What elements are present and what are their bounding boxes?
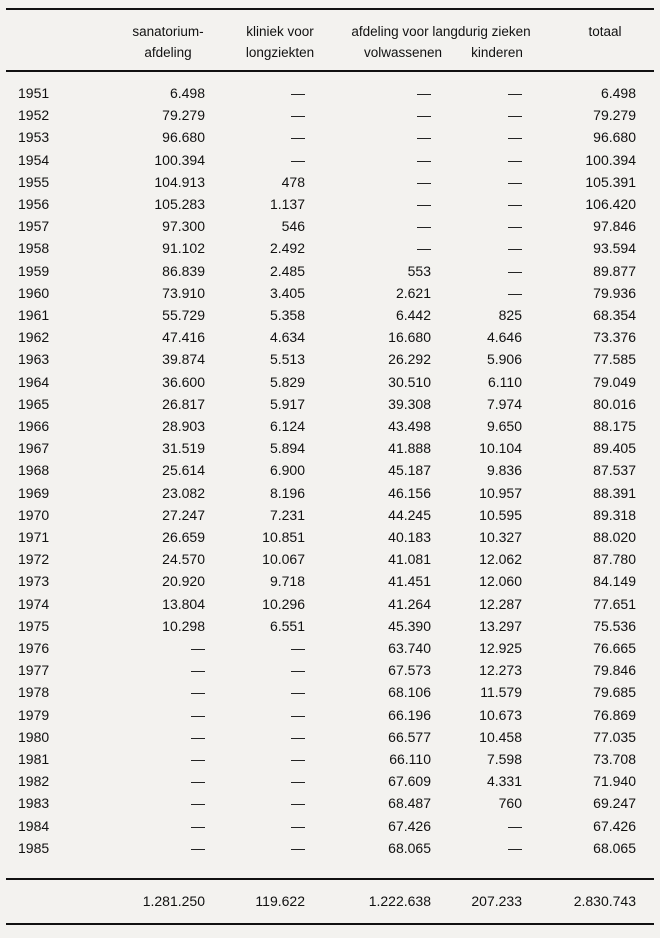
kinderen-cell: 825 [498, 307, 522, 323]
year-cell: 1955 [18, 173, 50, 190]
totaal-cell: 71.940 [593, 773, 636, 790]
totaal-cell: 77.651 [593, 595, 636, 612]
volwassenen-cell: 16.680 [388, 329, 431, 346]
year-cell: 1969 [18, 484, 50, 501]
year-cell: 1981 [18, 751, 50, 767]
year-cell: 1961 [18, 307, 50, 323]
kinderen-cell: 7.974 [486, 395, 522, 412]
table-row [0, 351, 660, 373]
kinderen-cell: — [508, 173, 522, 190]
year-cell: 1964 [18, 373, 50, 390]
kinderen-cell: 11.579 [480, 684, 522, 701]
table-row [0, 840, 660, 862]
totaal-cell: 79.936 [593, 284, 636, 301]
kinderen-cell: 9.836 [486, 462, 522, 479]
volwassenen-cell: — [417, 151, 431, 168]
kliniek-cell: 2.485 [269, 262, 305, 279]
totaal-cell: 80.016 [593, 395, 636, 412]
volwassenen-cell: 66.110 [389, 751, 431, 767]
year-cell: 1956 [18, 196, 50, 212]
table-row [0, 684, 660, 706]
kinderen-cell: — [508, 284, 522, 301]
header-line [452, 21, 542, 42]
year-cell: 1960 [18, 284, 50, 301]
kliniek-cell: — [291, 839, 305, 856]
totaal-cell: 87.537 [593, 462, 636, 479]
volwassenen-cell: 45.187 [388, 462, 431, 479]
kliniek-cell: — [291, 107, 305, 124]
table-row [0, 551, 660, 573]
kliniek-cell: — [291, 706, 305, 723]
volwassenen-cell: 26.292 [388, 351, 431, 368]
year-cell: 1965 [18, 395, 50, 412]
kliniek-cell: 2.492 [269, 240, 305, 257]
kinderen-cell: 6.110 [488, 373, 522, 390]
top-rule [6, 8, 654, 10]
sanatorium-cell: 26.659 [162, 529, 205, 545]
year-cell: 1954 [18, 151, 50, 168]
kinderen-cell: 5.906 [486, 351, 522, 368]
table-row [0, 218, 660, 240]
table-row [0, 196, 660, 218]
table-row [0, 707, 660, 729]
kinderen-cell: — [508, 129, 522, 146]
sanatorium-cell: 36.600 [162, 373, 205, 390]
sanatorium-cell: 100.394 [154, 151, 205, 168]
kinderen-cell: 10.104 [479, 440, 522, 457]
kliniek-cell: — [291, 751, 305, 767]
table-row [0, 462, 660, 484]
total-kliniek: 119.622 [255, 893, 305, 909]
totaal-cell: 67.426 [593, 817, 636, 834]
volwassenen-cell: 41.451 [388, 573, 431, 590]
sanatorium-cell: — [191, 795, 205, 812]
sanatorium-cell: 27.247 [162, 506, 205, 523]
year-cell: 1978 [18, 684, 50, 701]
totaal-cell: 79.846 [593, 662, 636, 679]
sanatorium-cell: 28.903 [162, 418, 205, 434]
volwassenen-cell: — [417, 196, 431, 212]
kinderen-cell: 4.331 [486, 773, 522, 790]
year-cell: 1979 [18, 706, 50, 723]
totaal-cell: 89.877 [593, 262, 636, 279]
kliniek-cell: — [291, 662, 305, 679]
sanatorium-cell: — [191, 839, 205, 856]
header-line: afdeling voor langdurig zieken [351, 24, 531, 39]
table-row [0, 152, 660, 174]
kinderen-cell: 12.060 [479, 573, 522, 590]
totaal-cell: 75.536 [593, 617, 636, 634]
table-row [0, 240, 660, 262]
year-cell: 1971 [18, 529, 50, 545]
sanatorium-cell: — [191, 684, 205, 701]
volwassenen-cell: 40.183 [388, 529, 431, 545]
sanatorium-cell: 96.680 [162, 129, 205, 146]
table-row [0, 418, 660, 440]
totaal-cell: 79.279 [593, 107, 636, 124]
year-cell: 1983 [18, 795, 50, 812]
year-cell: 1958 [18, 240, 50, 257]
kliniek-cell: 9.718 [269, 573, 305, 590]
sanatorium-cell: 55.729 [162, 307, 205, 323]
volwassenen-cell: 6.442 [395, 307, 431, 323]
table-row [0, 618, 660, 640]
sanatorium-cell: 86.839 [162, 262, 205, 279]
sanatorium-cell: 25.614 [162, 462, 205, 479]
total-kinderen: 207.233 [471, 893, 522, 909]
kinderen-cell: 10.595 [479, 506, 522, 523]
sanatorium-cell: 23.082 [162, 484, 205, 501]
table-row [0, 285, 660, 307]
sanatorium-cell: 13.804 [162, 595, 205, 612]
totaal-cell: 76.665 [593, 640, 636, 656]
year-cell: 1970 [18, 506, 50, 523]
kliniek-cell: 5.513 [269, 351, 305, 368]
kinderen-cell: 760 [498, 795, 522, 812]
year-cell: 1967 [18, 440, 50, 457]
header-kinderen [452, 21, 542, 63]
kliniek-cell: 5.829 [269, 373, 305, 390]
totaal-cell: 77.585 [593, 351, 636, 368]
kinderen-cell: — [508, 839, 522, 856]
year-cell: 1977 [18, 662, 50, 679]
volwassenen-cell: 68.065 [388, 839, 431, 856]
kliniek-cell: 478 [281, 173, 305, 190]
sanatorium-cell: — [191, 773, 205, 790]
volwassenen-cell: — [417, 173, 431, 190]
year-cell: 1968 [18, 462, 50, 479]
kliniek-cell: 546 [281, 218, 305, 235]
totaal-cell: 6.498 [600, 85, 636, 101]
table-row [0, 596, 660, 618]
kinderen-cell: 10.327 [479, 529, 522, 545]
totaal-cell: 88.391 [593, 484, 636, 501]
kinderen-cell: — [508, 262, 522, 279]
total-totaal: 2.830.743 [573, 893, 636, 909]
header-line: volwassenen [363, 45, 443, 60]
kliniek-cell: 5.358 [269, 307, 305, 323]
year-cell: 1959 [18, 262, 50, 279]
sanatorium-cell: — [191, 662, 205, 679]
volwassenen-cell: 41.264 [388, 595, 431, 612]
volwassenen-cell: 44.245 [388, 506, 431, 523]
volwassenen-cell: 43.498 [388, 418, 431, 434]
kliniek-cell: 7.231 [269, 506, 305, 523]
volwassenen-cell: — [417, 129, 431, 146]
totaal-cell: 73.376 [593, 329, 636, 346]
volwassenen-cell: 30.510 [388, 373, 431, 390]
header-totaal [570, 21, 640, 42]
kinderen-cell: 12.925 [479, 640, 522, 656]
volwassenen-cell: — [417, 85, 431, 101]
totaal-cell: 105.391 [585, 173, 636, 190]
kliniek-cell: 10.296 [262, 595, 305, 612]
total-rule-top [6, 878, 654, 880]
kinderen-cell: 12.287 [479, 595, 522, 612]
table-row [0, 129, 660, 151]
totaal-cell: 100.394 [585, 151, 636, 168]
kinderen-cell: — [508, 107, 522, 124]
totaal-cell: 68.354 [593, 307, 636, 323]
kliniek-cell: — [291, 129, 305, 146]
kliniek-cell: 10.851 [262, 529, 305, 545]
sanatorium-cell: 39.874 [162, 351, 205, 368]
totaal-cell: 88.020 [593, 529, 636, 545]
sanatorium-cell: — [191, 706, 205, 723]
table-row [0, 107, 660, 129]
table-row [0, 662, 660, 684]
volwassenen-cell: 46.156 [388, 484, 431, 501]
table-row [0, 374, 660, 396]
header-line: kliniek voor [246, 24, 314, 39]
totaal-cell: 89.405 [593, 440, 636, 457]
sanatorium-cell: 104.913 [154, 173, 205, 190]
year-cell: 1951 [18, 85, 50, 101]
volwassenen-cell: 39.308 [388, 395, 431, 412]
kliniek-cell: 10.067 [262, 551, 305, 568]
sanatorium-cell: 24.570 [162, 551, 205, 568]
header-line: kinderen [471, 45, 523, 60]
kliniek-cell: — [291, 684, 305, 701]
table-row [0, 507, 660, 529]
table-row [0, 263, 660, 285]
kinderen-cell: 13.297 [479, 617, 522, 634]
kinderen-cell: — [508, 218, 522, 235]
totaal-cell: 79.685 [593, 684, 636, 701]
totaal-cell: 89.318 [593, 506, 636, 523]
table-row [0, 440, 660, 462]
table-row [0, 529, 660, 551]
year-cell: 1962 [18, 329, 50, 346]
kinderen-cell: — [508, 817, 522, 834]
total-volwassenen: 1.222.638 [368, 893, 431, 909]
kliniek-cell: — [291, 773, 305, 790]
sanatorium-cell: 26.817 [162, 395, 205, 412]
table-row [0, 329, 660, 351]
table-row [0, 751, 660, 773]
sanatorium-cell: 6.498 [169, 85, 205, 101]
table-row [0, 174, 660, 196]
totaal-cell: 76.869 [593, 706, 636, 723]
kinderen-cell: 10.458 [479, 728, 522, 745]
year-cell: 1975 [18, 617, 50, 634]
kinderen-cell: — [508, 85, 522, 101]
kliniek-cell: 4.634 [269, 329, 305, 346]
year-cell: 1952 [18, 107, 50, 124]
volwassenen-cell: 41.081 [388, 551, 431, 568]
volwassenen-cell: — [417, 218, 431, 235]
table-row [0, 729, 660, 751]
totaal-cell: 68.065 [593, 839, 636, 856]
kinderen-cell: — [508, 240, 522, 257]
totaal-cell: 84.149 [593, 573, 636, 590]
volwassenen-cell: 66.196 [388, 706, 431, 723]
header-line: sanatorium- [132, 24, 204, 39]
kinderen-cell: 9.650 [486, 418, 522, 434]
year-cell: 1966 [18, 418, 50, 434]
table-row [0, 485, 660, 507]
table-row [0, 396, 660, 418]
volwassenen-cell: 63.740 [388, 640, 431, 656]
totaal-cell: 77.035 [593, 728, 636, 745]
kliniek-cell: — [291, 817, 305, 834]
table-row [0, 818, 660, 840]
kinderen-cell: 7.598 [486, 751, 522, 767]
sanatorium-cell: — [191, 817, 205, 834]
kliniek-cell: 8.196 [269, 484, 305, 501]
sanatorium-cell: 73.910 [162, 284, 205, 301]
kinderen-cell: — [508, 196, 522, 212]
totaal-cell: 69.247 [593, 795, 636, 812]
header-line: longziekten [245, 45, 315, 60]
kliniek-cell: 6.124 [269, 418, 305, 434]
totaal-cell: 106.420 [585, 196, 636, 212]
header-kliniek [228, 21, 332, 63]
kliniek-cell: 5.917 [269, 395, 305, 412]
total-sanatorium: 1.281.250 [142, 893, 205, 909]
year-cell: 1972 [18, 551, 50, 568]
sanatorium-cell: 31.519 [162, 440, 205, 457]
totaal-cell: 79.049 [593, 373, 636, 390]
kinderen-cell: 10.673 [479, 706, 522, 723]
volwassenen-cell: 68.487 [388, 795, 431, 812]
kinderen-cell: 10.957 [479, 484, 522, 501]
sanatorium-cell: 91.102 [162, 240, 205, 257]
volwassenen-cell: 68.106 [388, 684, 431, 701]
kliniek-cell: — [291, 728, 305, 745]
sanatorium-cell: — [191, 751, 205, 767]
totaal-cell: 96.680 [593, 129, 636, 146]
volwassenen-cell: 67.426 [388, 817, 431, 834]
table-row [0, 307, 660, 329]
totaal-cell: 73.708 [593, 751, 636, 767]
totaal-cell: 93.594 [593, 240, 636, 257]
volwassenen-cell: — [417, 107, 431, 124]
kinderen-cell: 12.062 [479, 551, 522, 568]
kliniek-cell: — [291, 85, 305, 101]
volwassenen-cell: — [417, 240, 431, 257]
volwassenen-cell: 67.573 [388, 662, 431, 679]
volwassenen-cell: 67.609 [388, 773, 431, 790]
sanatorium-cell: 79.279 [162, 107, 205, 124]
table-row [0, 640, 660, 662]
sanatorium-cell: 97.300 [162, 218, 205, 235]
volwassenen-cell: 45.390 [388, 617, 431, 634]
sanatorium-cell: 105.283 [154, 196, 205, 212]
kinderen-cell: 12.273 [479, 662, 522, 679]
year-cell: 1985 [18, 839, 50, 856]
sanatorium-cell: — [191, 728, 205, 745]
sanatorium-cell: 10.298 [162, 617, 205, 634]
kliniek-cell: 1.137 [269, 196, 305, 212]
kinderen-cell: 4.646 [486, 329, 522, 346]
year-cell: 1982 [18, 773, 50, 790]
kliniek-cell: 6.551 [269, 617, 305, 634]
year-cell: 1963 [18, 351, 50, 368]
kliniek-cell: — [291, 640, 305, 656]
volwassenen-cell: 553 [407, 262, 431, 279]
volwassenen-cell: 41.888 [388, 440, 431, 457]
sanatorium-cell: 47.416 [162, 329, 205, 346]
sanatorium-cell: — [191, 640, 205, 656]
kliniek-cell: — [291, 151, 305, 168]
totaal-cell: 97.846 [593, 218, 636, 235]
bottom-rule [6, 923, 654, 925]
sanatorium-cell: 20.920 [162, 573, 205, 590]
header-sanatorium [112, 21, 224, 63]
header-line: afdeling [144, 45, 192, 60]
table-row [0, 795, 660, 817]
year-cell: 1953 [18, 129, 50, 146]
header-line: totaal [588, 24, 622, 39]
kliniek-cell: 3.405 [269, 284, 305, 301]
kinderen-cell: — [508, 151, 522, 168]
kliniek-cell: 5.894 [269, 440, 305, 457]
year-cell: 1980 [18, 728, 50, 745]
table-row [0, 573, 660, 595]
year-cell: 1976 [18, 640, 50, 656]
table-row [0, 85, 660, 107]
header-rule [6, 70, 654, 72]
kliniek-cell: — [291, 795, 305, 812]
kliniek-cell: 6.900 [269, 462, 305, 479]
year-cell: 1957 [18, 218, 50, 235]
totaal-cell: 88.175 [593, 418, 636, 434]
volwassenen-cell: 66.577 [388, 728, 431, 745]
table-row [0, 773, 660, 795]
year-cell: 1974 [18, 595, 50, 612]
totaal-cell: 87.780 [593, 551, 636, 568]
volwassenen-cell: 2.621 [395, 284, 431, 301]
year-cell: 1973 [18, 573, 50, 590]
year-cell: 1984 [18, 817, 50, 834]
